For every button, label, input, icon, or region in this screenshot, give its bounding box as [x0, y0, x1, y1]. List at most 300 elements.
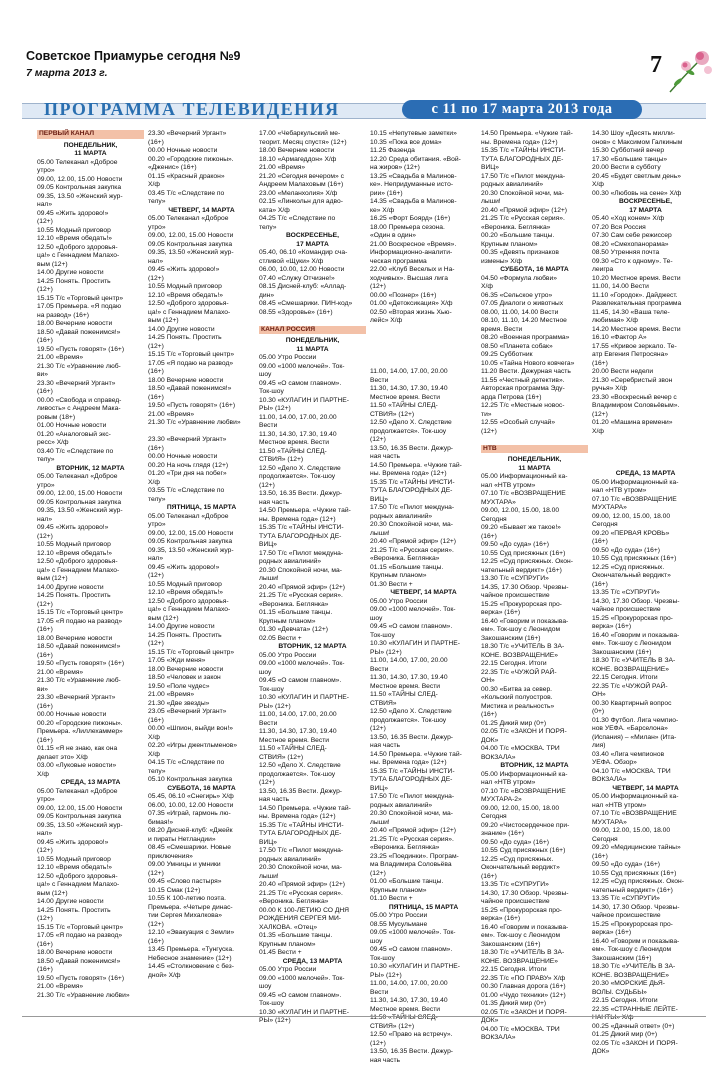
programme-line: 00.00 «Шпион, выйди вон!» — [148, 725, 255, 734]
programme-line: 09.25 Субботник — [481, 351, 588, 360]
programme-line: родных авиалиний» — [370, 802, 477, 811]
programme-line: 15.15 Т/с «Торговый центр» — [37, 609, 144, 618]
programme-line: 09.00, 12.00, 15.00 Новости — [148, 232, 255, 241]
programme-line: 17.05 «Я подаю на развод» — [37, 618, 144, 627]
programme-line: 12.50 «Доброго здоровья- — [148, 300, 255, 309]
programme-line: 09.45 «О самом главном». — [259, 992, 366, 1001]
programme-line: 04.10 Т/с «МОСКВА. ТРИ — [592, 768, 699, 777]
programme-line: утро» — [37, 482, 144, 491]
programme-line: 14.25 Понять. Простить — [148, 334, 255, 343]
programme-line: 17.00 «Чебаркульский ме- — [259, 130, 366, 139]
programme-line: Сегодня — [592, 521, 699, 530]
programme-line: (Испания) – «Милан» (Ита- — [592, 734, 699, 743]
programme-line: 15.35 Т/с «ТАЙНЫ ИНСТИ- — [370, 768, 477, 777]
programme-line: 21.25 Т/с «Русская серия». — [259, 592, 366, 601]
programme-line: 09.05 Контрольная закупка — [148, 241, 255, 250]
programme-line: ВОКЗАЛА» — [481, 1034, 588, 1043]
programme-line: 00.25 «Дачный ответ» (0+) — [592, 1023, 699, 1032]
programme-line: 01.35 «Большие танцы. — [259, 932, 366, 941]
programme-line: 16.40 «Говорим и показыва- — [592, 938, 699, 947]
programme-line: 00.00 «Познер» (16+) — [370, 292, 477, 301]
programme-line: 14.25 Понять. Простить — [148, 632, 255, 641]
programme-line: Вести — [259, 422, 366, 431]
programme-line: 14.00 Другие новости — [37, 898, 144, 907]
programme-line: 11.30, 14.30, 17.30, 19.40 — [259, 431, 366, 440]
programme-line: 00.00 Ночные новости — [148, 453, 255, 462]
day-heading: ПОНЕДЕЛЬНИК, — [481, 456, 588, 465]
programme-line: утро» — [148, 521, 255, 530]
programme-line: дин» — [259, 292, 366, 301]
programme-line: 17.30 «Большие танцы» — [592, 156, 699, 165]
programme-line: 09.45 «Жить здорово!» — [148, 564, 255, 573]
programme-line: 08.00, 11.00, 14.00 Вести — [481, 309, 588, 318]
programme-line: лыши! — [259, 575, 366, 584]
programme-line: 05.00 Телеканал «Доброе — [37, 788, 144, 797]
programme-line: 02.20 «Игры джентльменов» — [148, 742, 255, 751]
programme-line: 21.30 Т/с «Уравнение любви» — [37, 992, 144, 1001]
programme-line: (12+) — [259, 779, 366, 788]
programme-line: (16+) — [481, 711, 588, 720]
programme-line: 09.00, 12.00, 15.00 Новости — [148, 530, 255, 539]
programme-line: 01.25 Дикий мир (0+) — [592, 1031, 699, 1040]
day-heading: 11 МАРТА — [37, 150, 144, 159]
programme-line: Х/ф — [37, 771, 144, 780]
programme-line: Вести — [259, 720, 366, 729]
programme-line: КОНЕ. ВОЗВРАЩЕНИЕ» — [481, 652, 588, 661]
programme-line: 10.55 Модный приговор — [37, 541, 144, 550]
programme-line: 11.30, 14.30, 17.30, 19.40 — [370, 674, 477, 683]
programme-line: 17.05 «Жди меня» — [148, 657, 255, 666]
programme-line: 07.10 Т/с «ВОЗВРАЩЕНИЕ — [592, 496, 699, 505]
programme-line: 11.55 «Честный детектив». — [481, 377, 588, 386]
programme-line: 05.00 Телеканал «Доброе — [148, 513, 255, 522]
programme-line: 03.45 Т/с «Следствие по — [148, 190, 255, 199]
programme-line: 23.05 «Вечерний Ургант» — [148, 708, 255, 717]
programme-line: 09.45 «Жить здорово!» — [37, 839, 144, 848]
programme-line: 21.00 «Время» — [37, 354, 144, 363]
programme-line: 09.45 «О самом главном». — [259, 380, 366, 389]
programme-line: ХАЛКОВА. «Отец» — [259, 924, 366, 933]
flower-decoration-icon — [664, 46, 716, 98]
programme-line: Х/ф — [481, 283, 588, 292]
programme-line: (16+) — [37, 388, 144, 397]
programme-line: 14.45 «Столкновение с без- — [148, 963, 255, 972]
programme-line: ВИЦ» — [259, 541, 366, 550]
programme-line: Х/ф — [592, 428, 699, 437]
programme-line: 14.50 Премьера. «Чужие тай- — [259, 507, 366, 516]
programme-line: Вести — [370, 989, 477, 998]
programme-line: 14.50 Премьера. «Чужие тай- — [259, 805, 366, 814]
programme-line: 20.40 «Прямой эфир» (12+) — [370, 538, 477, 547]
programme-line: ны. Времена года» (12+) — [370, 470, 477, 479]
programme-line: 07.30 Сам себе режиссер — [592, 232, 699, 241]
programme-line: нал «НТВ утром» — [481, 779, 588, 788]
programme-line: ВОКЗАЛА» — [592, 776, 699, 785]
programme-line: Местное время. Вести — [259, 439, 366, 448]
programme-line: РЫ» (12+) — [259, 1017, 366, 1026]
programme-line: 05.00 Телеканал «Доброе — [148, 215, 255, 224]
programme-line: 23.25 «Поединки». Програм- — [370, 853, 477, 862]
programme-line: 18.00 Вечерние новости — [37, 320, 144, 329]
programme-line: 05.00 Телеканал «Доброе — [37, 159, 144, 168]
programme-line: продолжается». Ток-шоу — [370, 428, 477, 437]
programme-line: 03.40 «Лига чемпионов — [592, 751, 699, 760]
programme-line: 22.35 Т/с «ЧУЖОЙ РАЙ- — [592, 683, 699, 692]
programme-line: 22.35 Т/с «ПО ПРАВУ» Х/ф — [481, 975, 588, 984]
programme-line: 09.45 «Жить здорово!» — [148, 266, 255, 275]
programme-line: 06.00, 10.00, 12.00 Новости — [148, 802, 255, 811]
programme-line: СТВИЯ» (12+) — [370, 1023, 477, 1032]
programme-line: 12.50 «Доброго здоровья- — [37, 244, 144, 253]
programme-line: 19.50 «Пусть говорят» (16+) — [148, 402, 255, 411]
programme-line: 12.50 «Дело Х. Следствие — [259, 465, 366, 474]
programme-line: ручья» Х/ф — [592, 385, 699, 394]
programme-line: телу» — [148, 768, 255, 777]
programme-line: (12+) — [370, 436, 477, 445]
programme-line: ВОЛЫ. СУДЬБЫ» — [592, 989, 699, 998]
programme-line: 10.55 Суд присяжных (16+) — [592, 555, 699, 564]
programme-line: 01.30 Футбол. Лига чемпио- — [592, 717, 699, 726]
programme-line: 01.15 «Большие танцы. — [370, 564, 477, 573]
programme-line: 09.45 «О самом главном». — [259, 677, 366, 686]
programme-line: РЫ» (12+) — [259, 405, 366, 414]
programme-line: 05.00 Утро России — [259, 354, 366, 363]
programme-line: нал «НТВ утром» — [592, 802, 699, 811]
programme-line: вым (12+) — [37, 575, 144, 584]
programme-line: 13.50, 16.35 Вести. Дежур- — [370, 1048, 477, 1057]
programme-line: утро» — [37, 796, 144, 805]
programme-line: 09.35, 13.50 «Женский жур- — [37, 507, 144, 516]
programme-line: продолжается». Ток-шоу — [259, 771, 366, 780]
programme-line: онов» с Максимом Галкиным — [592, 139, 699, 148]
programme-line: 12.50 «Доброго здоровья- — [37, 873, 144, 882]
programme-line: Мистика и реальность» — [481, 703, 588, 712]
programme-line: 11.00, 14.00 Вести — [592, 283, 699, 292]
programme-line: 08.10, 11.10, 14.20 Местное — [481, 317, 588, 326]
programme-line: (0+) — [592, 708, 699, 717]
programme-line: утро» — [148, 224, 255, 233]
programme-line: родных авиалиний» — [481, 181, 588, 190]
programme-line: 20.40 «Прямой эфир» (12+) — [259, 584, 366, 593]
programme-line: ходчивых». Высшая лига — [370, 275, 477, 284]
programme-line: 02.05 Т/с «ЗАКОН И ПОРЯ- — [481, 1009, 588, 1018]
programme-line: ны. Времена года» (12+) — [259, 516, 366, 525]
programme-line: время. Вести — [481, 326, 588, 335]
programme-line — [370, 326, 477, 335]
banner-period: с 11 по 17 марта 2013 года — [402, 101, 642, 118]
programme-line: шоу — [259, 669, 366, 678]
programme-line: верка» (16+) — [592, 623, 699, 632]
programme-line: 14.35, 17.30 Обзор. Чрезвы- — [481, 584, 588, 593]
programme-line: лыши! — [481, 198, 588, 207]
programme-line: 09.20 «Чистосердечное при- — [481, 822, 588, 831]
programme-line: 01.20 «Три дня на побег» — [148, 470, 255, 479]
programme-line: 07.10 Т/с «ВОЗВРАЩЕНИЕ — [481, 788, 588, 797]
programme-line: (12+) — [37, 533, 144, 542]
programme-line: РЫ» (12+) — [370, 972, 477, 981]
programme-line: ДОК» — [481, 737, 588, 746]
programme-line: (16+) — [481, 533, 588, 542]
programme-line: (16+) — [37, 337, 144, 346]
programme-line: ца!» с Геннадием Малахо- — [148, 309, 255, 318]
programme-line: 00.30 «Любовь на сене» Х/ф — [592, 190, 699, 199]
programme-line: 20.00 Вести недели — [592, 368, 699, 377]
programme-line: (16+) — [592, 360, 699, 369]
programme-line: 21.00 «Время» — [259, 164, 366, 173]
programme-line: (16+) — [148, 938, 255, 947]
programme-line: 14.00 Другие новости — [37, 269, 144, 278]
programme-line: 14.00 Другие новости — [148, 326, 255, 335]
programme-line: ная часть — [259, 499, 366, 508]
programme-line: (12+) — [37, 601, 144, 610]
programme-line: на жиров» (12+) — [370, 164, 477, 173]
programme-line: Информационно-аналити- — [370, 249, 477, 258]
programme-line: родных авиалиний» — [259, 856, 366, 865]
programme-line: 01.35 Дикий мир (0+) — [481, 1000, 588, 1009]
programme-line: ви» — [37, 371, 144, 380]
programme-line: 22.15 Сегодня. Итоги — [592, 674, 699, 683]
programme-line: 17.50 Т/с «Пилот междуна- — [370, 793, 477, 802]
programme-line: 01.00 «Чудо техники» (12+) — [481, 992, 588, 1001]
programme-line: 05.00 Утро России — [370, 598, 477, 607]
programme-line — [592, 462, 699, 471]
programme-line: Андреем Малаховым (16+) — [259, 181, 366, 190]
programme-line: леигра — [592, 266, 699, 275]
programme-line: 20.30 Спокойной ночи, ма- — [370, 521, 477, 530]
programme-line: 18.50 «Давай поженимся!» — [148, 385, 255, 394]
programme-line: и пираты Нетландии» — [148, 836, 255, 845]
programme-line: нал» — [37, 516, 144, 525]
programme-line: ВИЦ» — [370, 785, 477, 794]
programme-line: 00.30 Главная дорога (16+) — [481, 983, 588, 992]
programme-line: 14.25 Понять. Простить — [37, 278, 144, 287]
programme-line: ке». Непридуманные исто- — [370, 181, 477, 190]
programme-line: 21.30 Т/с «Уравнение любви» — [148, 419, 255, 428]
programme-line: 09.00 «1000 мелочей». Ток- — [259, 363, 366, 372]
programme-line: 18.00 Премьера сезона. — [370, 224, 477, 233]
programme-line: 08.55 «Здоровье» (16+) — [259, 309, 366, 318]
programme-line: МУХТАРА» — [592, 819, 699, 828]
programme-line: вым (12+) — [37, 890, 144, 899]
programme-line: 08.55 Мусульмане — [370, 921, 477, 930]
programme-line: 22.35 Т/с «ЧУЖОЙ РАЙ- — [481, 669, 588, 678]
programme-line: 13.50, 16.35 Вести. Дежур- — [370, 734, 477, 743]
bottom-divider — [22, 1016, 706, 1017]
programme-line: 02.15 «Линкольн для адво- — [259, 198, 366, 207]
programme-line: Ток-шоу — [259, 686, 366, 695]
programme-line: 08.15 Дисней-клуб: «Аллад- — [259, 283, 366, 292]
programme-line: 09.00 «1000 мелочей». Ток- — [259, 975, 366, 984]
programme-line: «Дженис» (16+) — [148, 164, 255, 173]
programme-line: Х/ф — [148, 751, 255, 760]
programme-line — [370, 360, 477, 369]
programme-line: 09.00 Умницы и умники — [148, 861, 255, 870]
programme-line: ТУТА БЛАГОРОДНЫХ ДЕ- — [370, 487, 477, 496]
programme-line: телу» — [259, 224, 366, 233]
programme-line: 01.00 Ночные новости — [37, 422, 144, 431]
programme-line: ката» Х/ф — [259, 207, 366, 216]
programme-line: 10.05 «Тайна Нового ковчега» — [481, 360, 588, 369]
programme-line: 09.50 «До суда» (16+) — [481, 839, 588, 848]
programme-line: 09.50 «До суда» (16+) — [592, 861, 699, 870]
programme-line: 18.50 «Давай поженимся!» — [37, 643, 144, 652]
programme-line: ОН» — [592, 691, 699, 700]
programme-line: утро» — [37, 167, 144, 176]
programme-line: Вести — [370, 666, 477, 675]
programme-line: вым (12+) — [148, 317, 255, 326]
programme-line: приключения» — [148, 853, 255, 862]
programme-line: 11.00, 14.00, 17.00, 20.00 — [259, 414, 366, 423]
programme-line: дной» Х/ф — [148, 972, 255, 981]
programme-line: ВИЦ» — [481, 164, 588, 173]
programme-line: ТУТА БЛАГОРОДНЫХ ДЕ- — [370, 776, 477, 785]
programme-line: «Кольский полуостров. — [481, 694, 588, 703]
programme-line: 02.05 Вести + — [259, 635, 366, 644]
programme-line: 20.30 Спокойной ночи, ма- — [259, 864, 366, 873]
programme-line: 00.00 Ночные новости — [37, 711, 144, 720]
programme-line: 22.00 «Клуб Веселых и На- — [370, 266, 477, 275]
programme-line: 12.25 «Суд присяжных. Окон- — [592, 878, 699, 887]
programme-line: 17.05 «Я подаю на развод» — [37, 932, 144, 941]
programme-line: Закошанским (16+) — [481, 941, 588, 950]
programme-line: 11.25 Фазенда — [370, 147, 477, 156]
programme-line: 15.35 Т/с «ТАЙНЫ ИНСТИ- — [481, 147, 588, 156]
programme-line: (12+) — [37, 286, 144, 295]
programme-line: чательный вердикт» (16+) — [481, 567, 588, 576]
day-heading: ВОСКРЕСЕНЬЕ, — [259, 232, 366, 241]
programme-line: 16.40 «Говорим и показыва- — [592, 632, 699, 641]
programme-line: 05.00 Информационный ка- — [481, 473, 588, 482]
day-heading: СУББОТА, 16 МАРТА — [148, 785, 255, 794]
channel-header: ПЕРВЫЙ КАНАЛ — [37, 130, 144, 139]
programme-line: Х/ф — [148, 181, 255, 190]
programme-line: 03.00 «Луковые новости» — [37, 762, 144, 771]
day-heading: ЧЕТВЕРГ, 14 МАРТА — [592, 785, 699, 794]
programme-line: 14.25 Понять. Простить — [37, 592, 144, 601]
programme-line: 15.35 Т/с «ТАЙНЫ ИНСТИ- — [259, 822, 366, 831]
programme-line: 14.30, 17.30 Обзор. Чрезвы- — [481, 890, 588, 899]
programme-line: 01.30 Вести + — [370, 581, 477, 590]
programme-line: 21.00 «Время» — [148, 411, 255, 420]
programme-line: ная часть — [370, 453, 477, 462]
programme-line: 04.50 «Формула любви» — [481, 275, 588, 284]
programme-line: 18.30 Т/с «УЧИТЕЛЬ В ЗА- — [592, 657, 699, 666]
programme-line: Крупным планом» — [259, 618, 366, 627]
programme-line: Развлекательная программа — [592, 300, 699, 309]
programme-line: ца!» с Геннадием Малахо- — [148, 606, 255, 615]
programme-line: 12.50 «Право на встречу». — [370, 1031, 477, 1040]
programme-line: нал» — [37, 830, 144, 839]
programme-line: 04.00 Т/с «МОСКВА. ТРИ — [481, 745, 588, 754]
programme-line: 23.30 «Вечерний Ургант» — [37, 694, 144, 703]
programme-line: КОНЕ. ВОЗВРАЩЕНИЕ» — [592, 666, 699, 675]
programme-line: 09.35, 13.50 «Женский жур- — [148, 547, 255, 556]
programme-line: МУХТАРА» — [481, 499, 588, 508]
programme-line: 21.30 Т/с «Уравнение люб- — [37, 363, 144, 372]
programme-line: 10.30 «КУЛАГИН И ПАРТНЕ- — [370, 640, 477, 649]
programme-line: (12+) — [148, 921, 255, 930]
programme-line: ны. Времена года» (12+) — [481, 139, 588, 148]
programme-line: 02.50 «Вторая жизнь Хью- — [370, 309, 477, 318]
programme-line: 12.20 Среда обитания. «Вой- — [370, 156, 477, 165]
programme-line: 14.30 Шоу «Десять милли- — [592, 130, 699, 139]
programme-line: ресс» Х/ф — [37, 439, 144, 448]
programme-line: ДОК» — [481, 1017, 588, 1026]
programme-line: 10.20 Местное время. Вести — [592, 275, 699, 284]
programme-line: 10.15 «Непутевые заметки» — [370, 130, 477, 139]
programme-line: 05.00 Утро России — [259, 966, 366, 975]
programme-line: 18.30 Т/с «УЧИТЕЛЬ В ЗА- — [481, 949, 588, 958]
programme-line: 18.50 «Давай поженимся!» — [37, 958, 144, 967]
programme-line: 11.30, 14.30, 17.30, 19.40 — [259, 728, 366, 737]
programme-line: 14.20 Местное время. Вести — [592, 326, 699, 335]
programme-line: Местное время. Вести — [259, 737, 366, 746]
programme-line: РЫ» (12+) — [370, 649, 477, 658]
programme-line: 10.15 Смак (12+) — [148, 887, 255, 896]
programme-line: 09.00 «1000 мелочей». Ток- — [259, 660, 366, 669]
programme-line: (12+) — [148, 343, 255, 352]
programme-line: 20.00 Вести в субботу — [592, 164, 699, 173]
programme-line: 00.20 «Большие танцы. — [481, 232, 588, 241]
programme-line: ТУТА БЛАГОРОДНЫХ ДЕ- — [259, 533, 366, 542]
schedule-column — [370, 130, 477, 1014]
programme-line: Авторская программа Эду- — [481, 385, 588, 394]
programme-line: 01.25 Дикий мир (0+) — [481, 720, 588, 729]
programme-line: нал» — [148, 258, 255, 267]
programme-line: 05.40 «Ход конем» Х/ф — [592, 215, 699, 224]
programme-line: шоу — [259, 983, 366, 992]
programme-line: 12.50 «Дело Х. Следствие — [370, 708, 477, 717]
programme-line: верка» (16+) — [592, 929, 699, 938]
programme-line: 17.50 Т/с «Пилот междуна- — [481, 173, 588, 182]
day-heading: ПОНЕДЕЛЬНИК, — [37, 142, 144, 151]
day-heading: СРЕДА, 13 МАРТА — [37, 779, 144, 788]
programme-line: 18.30 Т/с «УЧИТЕЛЬ В ЗА- — [592, 963, 699, 972]
programme-line: любимая» Х/ф — [592, 317, 699, 326]
programme-line: чайное происшествие — [481, 592, 588, 601]
programme-line: 19.50 «Пусть говорят» (16+) — [37, 660, 144, 669]
programme-line: 01.20 «Аналоговый экс- — [37, 431, 144, 440]
programme-line: 05.00 Утро России — [370, 912, 477, 921]
programme-line — [592, 436, 699, 445]
programme-line: 17.55 «Кривое зеркало. Те- — [592, 343, 699, 352]
programme-line: 22.15 Сегодня. Итоги — [592, 997, 699, 1006]
programme-line: 09.45 «О самом главном». — [370, 623, 477, 632]
programme-line: 14.25 Понять. Простить — [37, 907, 144, 916]
programme-line — [370, 351, 477, 360]
programme-line: 00.00 «Свобода и справед- — [37, 397, 144, 406]
schedule-column — [259, 130, 366, 1014]
programme-line: вым (12+) — [148, 615, 255, 624]
programme-line: Крупным планом» — [370, 887, 477, 896]
programme-line: (16+) — [148, 368, 255, 377]
programme-line: 14.30, 17.30 Обзор. Чрезвы- — [592, 598, 699, 607]
programme-line: 18.00 Вечерние новости — [148, 377, 255, 386]
programme-line: нов УЕФА. «Барселона» — [592, 725, 699, 734]
programme-line: 22.15 Сегодня. Итоги — [481, 966, 588, 975]
programme-line: 08.20 Дисней-клуб: «Джейк — [148, 827, 255, 836]
programme-line: шоу — [259, 371, 366, 380]
programme-line: шоу — [370, 615, 477, 624]
programme-line: (12+) — [148, 275, 255, 284]
programme-line: 10.55 Модный приговор — [37, 227, 144, 236]
programme-line: 12.10 «Время обедать!» — [148, 589, 255, 598]
programme-line: СТВИЯ» (12+) — [259, 456, 366, 465]
programme-line: арда Петрова (16+) — [481, 394, 588, 403]
programme-line — [259, 317, 366, 326]
programme-line: 23.30 «Воскресный вечер с — [592, 394, 699, 403]
programme-line: ВИЦ» — [259, 839, 366, 848]
